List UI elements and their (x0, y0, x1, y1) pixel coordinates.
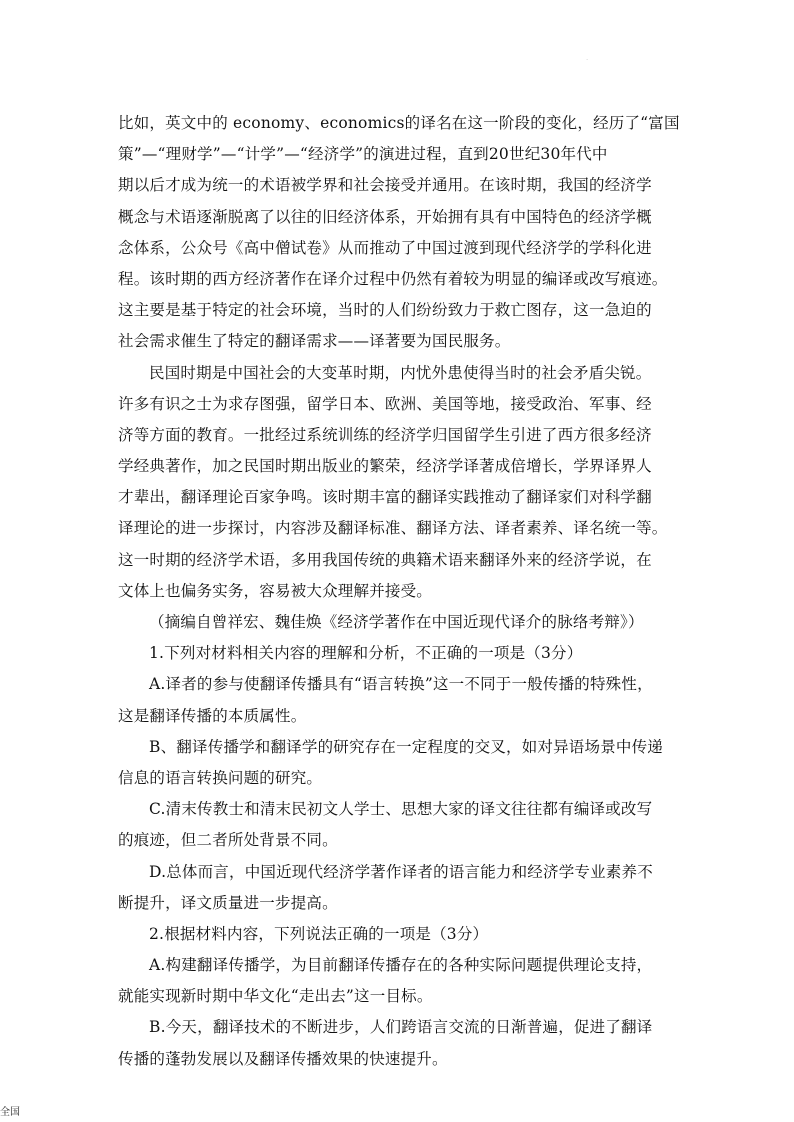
paragraph-q2b (118, 1012, 684, 1074)
paragraph-q1b (118, 732, 684, 794)
paragraph-p1 (118, 108, 684, 358)
text-line: B.今天，翻译技术的不断进步，人们跨语言交流的日渐普遍，促进了翻译 (149, 1018, 653, 1037)
corner-speck: · (586, 56, 589, 64)
text-line: 文体上也偏务实务，容易被大众理解并接受。 (118, 581, 433, 600)
text-line: B、翻译传播学和翻译学的研究存在一定程度的交叉，如对异语场景中传递 (149, 737, 663, 756)
text-line: 才辈出，翻译理论百家争鸣。该时期丰富的翻译实践推动了翻译家们对科学翻 (118, 488, 652, 507)
text-line: 传播的蓬勃发展以及翻译传播效果的快速提升。 (118, 1049, 448, 1068)
paragraph-source (118, 607, 684, 638)
text-line: 济等方面的教育。一批经过系统训练的经济学归国留学生引进了西方很多经济 (118, 425, 652, 444)
text-line: 学经典著作，加之民国时期出版业的繁荣，经济学译著成倍增长，学界译界人 (118, 457, 652, 476)
text-line: C.清末传教士和清末民初文人学士、思想大家的译文往往都有编译或改写 (149, 800, 653, 819)
text-line: 期以后才成为统一的术语被学界和社会接受并通用。在该时期，我国的经济学 (118, 176, 652, 195)
text-line: 念体系，公众号《高中僧试卷》从而推动了中国过渡到现代经济学的学科化进 (118, 238, 652, 257)
text-line: 这是翻译传播的本质属性。 (118, 706, 307, 725)
paragraph-q1c (118, 794, 684, 856)
text-line: A.译者的参与使翻译传播具有“语言转换”这一不同于一般传播的特殊性， (149, 675, 653, 694)
text-line: A.构建翻译传播学，为目前翻译传播存在的各种实际问题提供理论支持， (149, 956, 653, 975)
text-line: 1.下列对材料相关内容的理解和分析，不正确的一项是（3分） (149, 644, 583, 663)
text-line: 译理论的进一步探讨，内容涉及翻译标准、翻译方法、译者素养、译名统一等。 (118, 519, 668, 538)
text-line: D.总体而言，中国近现代经济学著作译者的语言能力和经济学专业素养不 (149, 862, 653, 881)
text-line: 概念与术语逐渐脱离了以往的旧经济体系，开始拥有具有中国特色的经济学概 (118, 207, 652, 226)
text-line: 社会需求催生了特定的翻译需求——译著要为国民服务。 (118, 332, 511, 351)
text-line: 这主要是基于特定的社会环境，当时的人们纷纷致力于救亡图存，这一急迫的 (118, 301, 652, 320)
document-page (118, 108, 684, 1075)
paragraph-q1a (118, 669, 684, 731)
text-line: 比如，英文中的 economy、economics的译名在这一阶段的变化，经历了“富国 (118, 114, 680, 132)
text-line: 信息的语言转换问题的研究。 (118, 768, 323, 787)
paragraph-q1d (118, 857, 684, 919)
text-line: 策”—“理财学”—“计学”—“经济学”的演进过程，直到20世纪30年代中 (118, 145, 608, 164)
paragraph-p2 (118, 358, 684, 608)
paragraph-q2 (118, 919, 684, 950)
text-line: （摘编自曾祥宏、魏佳焕《经济学著作在中国近现代译介的脉络考辩》） (149, 613, 644, 631)
paragraph-q2a (118, 950, 684, 1012)
text-line: 许多有识之士为求存图强，留学日本、欧洲、美国等地，接受政治、军事、经 (118, 394, 652, 413)
text-line: 民国时期是中国社会的大变革时期，内忧外患使得当时的社会矛盾尖锐。 (149, 363, 652, 382)
text-line: 2.根据材料内容，下列说法正确的一项是（3分） (149, 924, 489, 943)
text-line: 程。该时期的西方经济著作在译介过程中仍然有着较为明显的编译或改写痕迹。 (118, 269, 668, 288)
paragraph-q1 (118, 638, 684, 669)
text-line: 这一时期的经济学术语，多用我国传统的典籍术语来翻译外来的经济学说，在 (118, 550, 652, 569)
text-line: 的痕迹，但二者所处背景不同。 (118, 831, 338, 850)
text-line: 断提升，译文质量进一步提高。 (118, 893, 338, 912)
text-line: 就能实现新时期中华文化“走出去”这一目标。 (118, 987, 433, 1006)
footer-mark: 全国 (0, 1107, 20, 1118)
